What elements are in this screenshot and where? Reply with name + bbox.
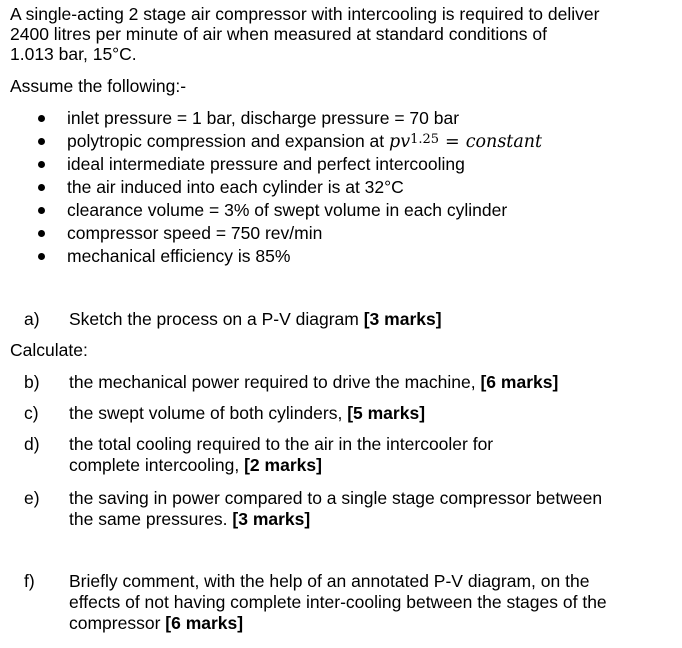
question-text-line-2	[69, 509, 310, 530]
question-body: the mechanical power required to drive the machine,	[69, 372, 481, 392]
question-label: c)	[24, 403, 39, 423]
intro-line-2: 2400 litres per minute of air when measured at standard conditions of	[10, 24, 547, 44]
equation-base: pv	[389, 132, 411, 152]
marks-label: [2 marks]	[244, 455, 322, 475]
question-body: complete intercooling,	[69, 455, 245, 475]
question-text-line-1: the total cooling required to the air in the intercooler for	[69, 434, 494, 454]
bullet-icon	[38, 115, 45, 122]
question-body: Sketch the process on a P-V diagram	[69, 309, 364, 329]
assumption-item: ideal intermediate pressure and perfect intercooling	[67, 154, 465, 174]
marks-label: [5 marks]	[347, 403, 426, 423]
marks-label: [3 marks]	[232, 509, 311, 529]
marks-label: [3 marks]	[363, 309, 442, 329]
assumption-item: inlet pressure = 1 bar, discharge pressure = 70 bar	[67, 108, 460, 128]
bullet-icon	[38, 207, 45, 214]
question-text	[69, 372, 558, 393]
question-text-line-1: Briefly comment, with the help of an annotated P-V diagram, on the	[69, 571, 590, 591]
assumption-item-text: polytropic compression and expansion at	[67, 131, 389, 151]
intro-line-3: 1.013 bar, 15°C.	[10, 44, 137, 64]
assumption-item: the air induced into each cylinder is at 32°C	[67, 177, 404, 197]
question-text-line-2	[69, 455, 322, 476]
bullet-icon	[38, 184, 45, 191]
question-text	[69, 403, 425, 424]
marks-label: [6 marks]	[480, 372, 559, 392]
assumption-item	[67, 131, 542, 154]
question-text-line-2: effects of not having complete inter-cooling between the stages of the	[69, 592, 607, 612]
bullet-icon	[38, 230, 45, 237]
question-label: e)	[24, 488, 40, 508]
question-body: the same pressures.	[69, 509, 233, 529]
marks-label: [6 marks]	[165, 613, 244, 633]
bullet-icon	[38, 253, 45, 260]
intro-line-1: A single-acting 2 stage air compressor with intercooling is required to deliver	[10, 4, 600, 24]
question-label: b)	[24, 372, 40, 392]
assume-heading: Assume the following:-	[10, 76, 187, 96]
question-label: d)	[24, 434, 40, 454]
question-label: a)	[24, 309, 40, 329]
bullet-icon	[38, 161, 45, 168]
assumption-item: compressor speed = 750 rev/min	[67, 223, 323, 243]
question-body: compressor	[69, 613, 166, 633]
polytropic-equation	[389, 132, 542, 152]
equation-equals: =	[445, 132, 460, 152]
assumption-item: mechanical efficiency is 85%	[67, 246, 291, 266]
calculate-heading: Calculate:	[10, 340, 88, 360]
bullet-icon	[38, 138, 45, 145]
equation-exponent: 1.25	[410, 132, 440, 147]
question-label: f)	[24, 571, 35, 591]
question-body: the swept volume of both cylinders,	[69, 403, 348, 423]
question-text	[69, 309, 442, 330]
assumption-item: clearance volume = 3% of swept volume in each cylinder	[67, 200, 508, 220]
equation-rhs: constant	[465, 132, 543, 152]
question-text-line-1: the saving in power compared to a single stage compressor between	[69, 488, 603, 508]
question-text-line-3	[69, 613, 243, 634]
